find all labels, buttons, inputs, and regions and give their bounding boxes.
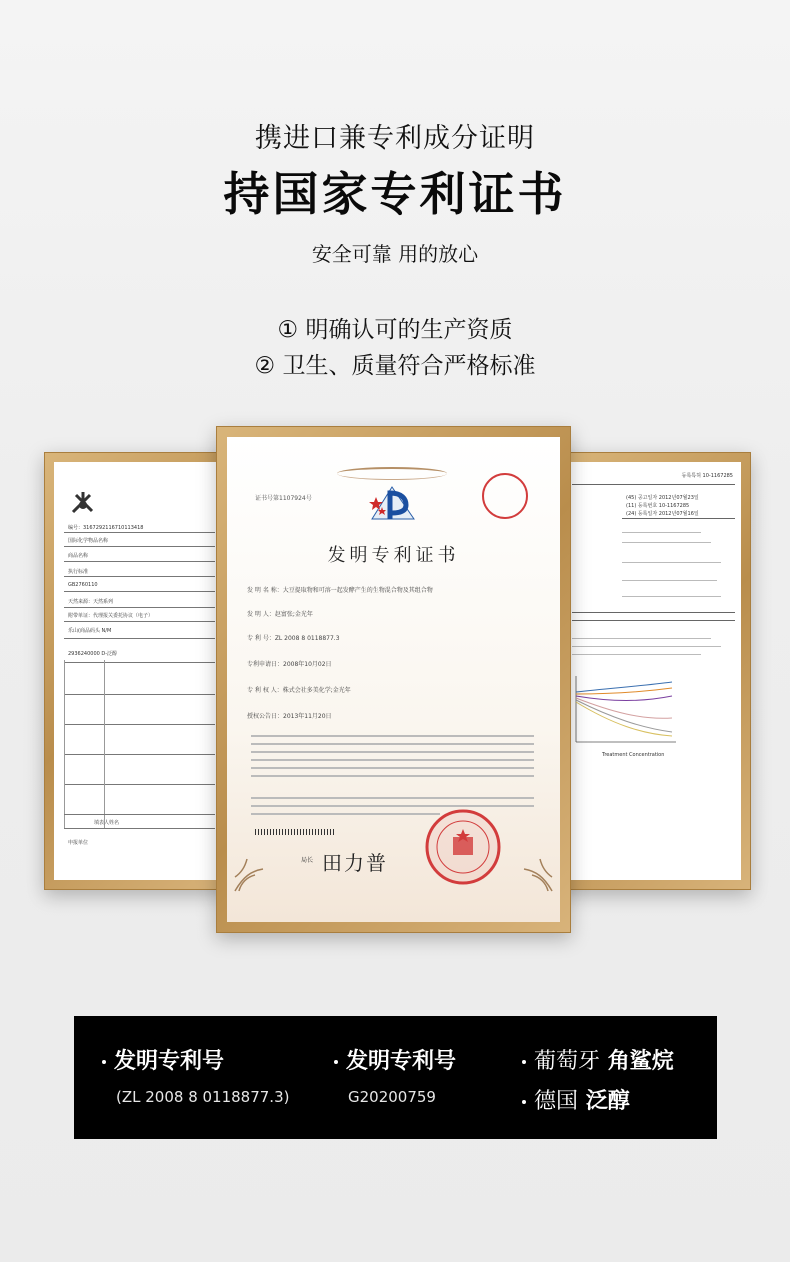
bullet-icon xyxy=(522,1100,526,1104)
bullet-icon xyxy=(334,1060,338,1064)
header-title: 持国家专利证书 xyxy=(223,167,567,221)
left-doc-rule xyxy=(64,828,215,829)
logo-icon xyxy=(70,490,96,516)
top-seal-icon xyxy=(482,473,528,519)
left-doc-rule xyxy=(64,754,215,755)
left-doc-line-1: 编号：3167292116710113418 xyxy=(68,525,144,531)
panel-col1-title-text: 发明专利号 xyxy=(114,1049,225,1074)
left-doc-rule xyxy=(64,576,215,577)
bullet-icon xyxy=(102,1060,106,1064)
feature-item-2: ② 卫生、质量符合严格标准 xyxy=(254,353,536,379)
left-doc-vrule xyxy=(104,660,105,828)
field-patentee: 专 利 权 人：株式会社多美化学;金光年 xyxy=(247,687,351,694)
patent-office-emblem-icon xyxy=(362,479,426,525)
left-doc-line-6: 天然来源：天然系列 xyxy=(68,599,114,605)
right-doc-rule xyxy=(622,532,701,533)
bullet-icon xyxy=(522,1060,526,1064)
feature-item-1: ① 明确认可的生产资质 xyxy=(277,317,513,343)
corner-ornament-icon xyxy=(508,847,554,893)
panel-col1-sub: (ZL 2008 8 0118877.3) xyxy=(116,1088,290,1106)
right-doc-line-3: (11) 등록번호 10-1167285 xyxy=(626,503,690,509)
panel-col3-row1 xyxy=(522,1044,674,1075)
field-patent-number: 专 利 号：ZL 2008 8 0118877.3 xyxy=(247,635,340,642)
left-doc-line-8: 乐山(商品码头 N/M xyxy=(68,628,112,634)
left-doc-rule xyxy=(64,546,215,547)
right-doc-line-2: (45) 공고일자 2012년07월23일 xyxy=(626,495,699,501)
certificate-text-line xyxy=(251,767,534,769)
origin-portugal: 葡萄牙 xyxy=(534,1049,601,1074)
left-certificate-frame xyxy=(44,452,231,890)
right-certificate-frame xyxy=(556,452,751,890)
center-certificate-frame xyxy=(216,426,571,933)
left-doc-rule xyxy=(64,814,215,815)
left-doc-line-4: 执行标准 xyxy=(68,569,89,575)
field-grant-date: 授权公告日：2013年11月20日 xyxy=(247,713,332,720)
right-doc-rule xyxy=(622,562,721,563)
left-doc-rule xyxy=(64,591,215,592)
field-invention-name: 发 明 名 称：大豆提取物和可溶一起发酵产生的生物混合物及其组合物 xyxy=(247,587,433,594)
left-doc-line-10: 填表人姓名 xyxy=(94,820,120,826)
right-doc-rule xyxy=(572,646,721,647)
certificate-text-line xyxy=(251,813,440,815)
left-doc-rule xyxy=(64,621,215,622)
right-doc-rule xyxy=(572,620,735,621)
certificate-text-line xyxy=(251,743,534,745)
field-inventor: 发 明 人：赵富张;金光年 xyxy=(247,611,313,618)
header-tagline: 安全可靠 用的放心 xyxy=(311,242,479,266)
patent-graph xyxy=(572,672,682,748)
left-doc-vrule xyxy=(64,660,65,828)
right-doc-rule xyxy=(572,654,701,655)
panel-col3-row2 xyxy=(522,1084,630,1115)
left-doc-rule xyxy=(64,694,215,695)
certificate-text-line xyxy=(251,797,534,799)
ingredient-squalane: 角鲨烷 xyxy=(607,1049,674,1074)
panel-col1-title xyxy=(102,1044,224,1075)
left-doc-line-9: 2936240000 D-泛醇 xyxy=(68,651,118,657)
right-doc-rule xyxy=(622,580,717,581)
signature-label: 局长 xyxy=(301,857,314,864)
left-doc-rule xyxy=(64,662,215,663)
left-doc-rule xyxy=(64,561,215,562)
panel-col2-title xyxy=(334,1044,456,1075)
right-doc-rule xyxy=(622,542,711,543)
certificate-heading: 发明专利证书 xyxy=(327,545,460,566)
right-doc-rule xyxy=(572,612,735,613)
left-doc-line-7: 附带单证：代理报关委托协议（电子） xyxy=(68,613,154,619)
origin-germany: 德国 xyxy=(534,1089,579,1114)
left-doc-rule xyxy=(64,724,215,725)
certificate-text-line xyxy=(251,759,534,761)
left-doc-rule xyxy=(64,607,215,608)
center-certificate-paper xyxy=(227,437,560,922)
left-doc-line-5: GB2760110 xyxy=(68,582,98,588)
right-certificate-paper xyxy=(566,462,741,880)
left-certificate-paper xyxy=(54,462,221,880)
right-doc-rule xyxy=(572,638,711,639)
right-doc-rule xyxy=(622,596,721,597)
panel-col2-sub: G20200759 xyxy=(348,1088,436,1106)
right-doc-rule xyxy=(572,484,735,485)
left-doc-line-11: 申报单位 xyxy=(68,840,89,846)
patent-info-panel xyxy=(74,1016,717,1139)
left-doc-line-2: 国际化学物品名称 xyxy=(68,538,109,544)
left-doc-rule xyxy=(64,784,215,785)
left-doc-rule xyxy=(64,638,215,639)
ingredient-panthenol: 泛醇 xyxy=(585,1089,630,1114)
certificate-text-line xyxy=(251,735,534,737)
right-doc-rule xyxy=(622,518,735,519)
certificate-text-line xyxy=(251,751,534,753)
left-doc-rule xyxy=(64,532,215,533)
director-signature: 田力普 xyxy=(322,851,388,875)
right-doc-line-4: (24) 등록일자 2012년07월16일 xyxy=(626,511,699,517)
corner-ornament-icon xyxy=(233,847,279,893)
certificate-text-line xyxy=(251,775,534,777)
official-seal-icon xyxy=(423,807,503,887)
barcode-icon xyxy=(255,829,335,835)
field-application-date: 专利申请日：2008年10月02日 xyxy=(247,661,332,668)
left-doc-line-3: 商品名称 xyxy=(68,553,89,559)
right-doc-line-1: 등록특허 10-1167285 xyxy=(681,473,733,479)
panel-col2-title-text: 发明专利号 xyxy=(346,1049,457,1074)
header-subtitle: 携进口兼专利成分证明 xyxy=(255,123,535,154)
certificate-number: 证书号第1107924号 xyxy=(255,495,312,502)
right-doc-line-5: Treatment Concentration xyxy=(602,752,665,758)
